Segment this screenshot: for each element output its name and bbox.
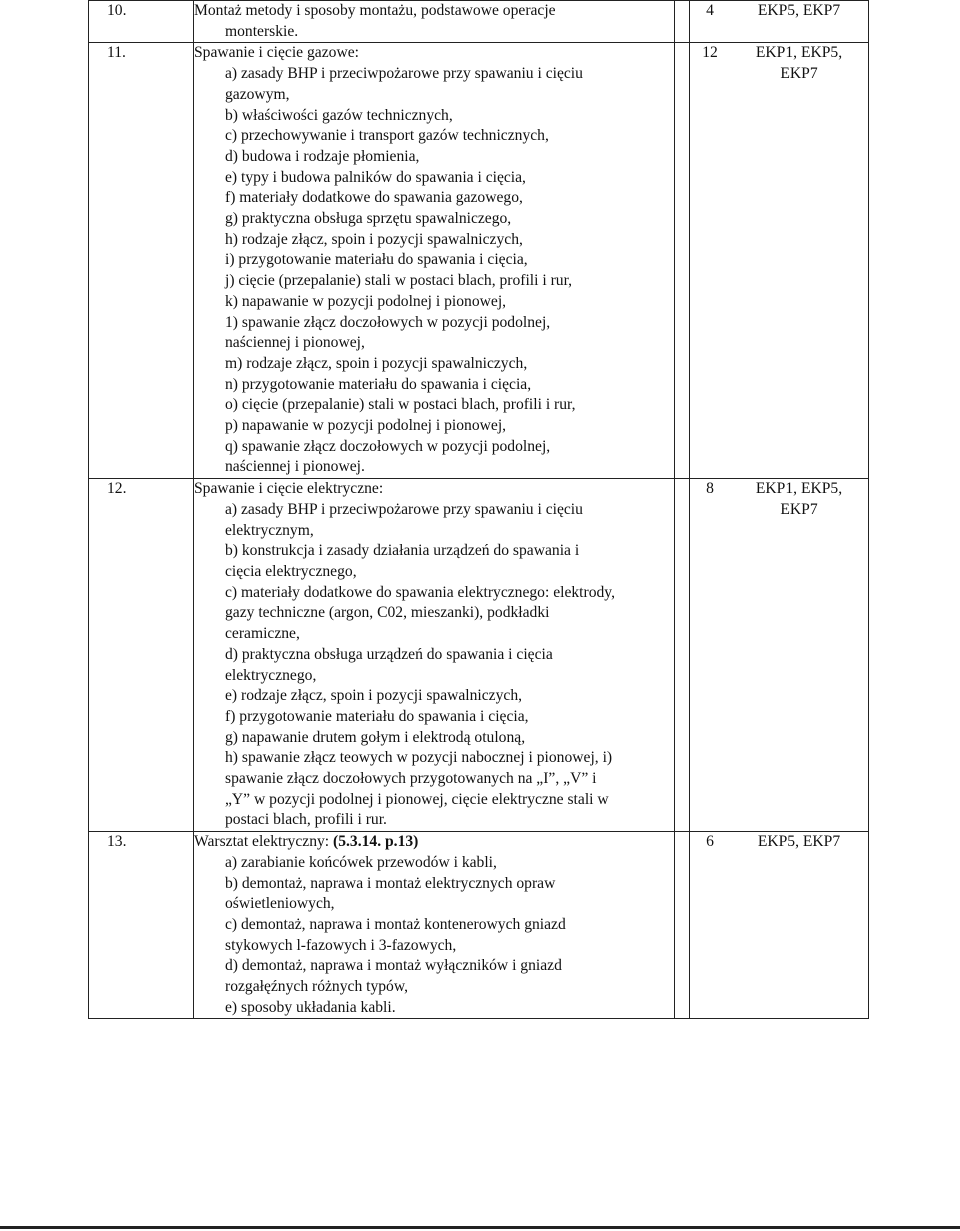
list-item: rozgałęźnych różnych typów, [225,978,409,996]
row-codes [730,1,869,43]
row-codes-line: EKP1, EKP5, [755,44,843,62]
row-number-text: 12. [107,480,127,498]
list-item: b) konstrukcja i zasady działania urządzeń do spawania i [225,542,580,560]
list-item: j) cięcie (przepalanie) stali w postaci blach, profili i rur, [225,272,573,290]
list-item: o) cięcie (przepalanie) stali w postaci blach, profili i rur, [225,396,576,414]
spacer-cell [675,43,690,479]
list-item: elektrycznego, [225,666,317,684]
list-item: a) zarabianie końcówek przewodów i kabli, [225,853,497,871]
row-title: Montaż metody i sposoby montażu, podstawowe operacje [194,2,556,19]
row-codes-line: EKP5, EKP7 [757,833,841,851]
row-codes [730,43,869,479]
row-content [194,832,675,1019]
list-item: spawanie złącz doczołowych przygotowanych na „I”, „V” i [225,770,597,788]
row-title-text: Warsztat elektryczny: [194,833,334,851]
list-item: d) demontaż, naprawa i montaż wyłączników i gniazd [225,957,562,975]
row-codes [730,479,869,832]
list-item: h) rodzaje złącz, spoin i pozycji spawalniczych, [225,230,523,248]
row-codes-line: EKP5, EKP7 [757,2,841,19]
list-item: p) napawanie w pozycji podolnej i pionowej, [225,417,507,435]
row-hours-text: 6 [706,833,714,851]
row-title: Spawanie i cięcie elektryczne: [194,480,384,498]
row-hours-text: 4 [706,2,714,19]
list-item: cięcia elektrycznego, [225,562,357,580]
page-bottom-rule [0,1226,960,1229]
list-item: naściennej i pionowej, [225,334,365,352]
list-item: gazy techniczne (argon, C02, mieszanki), podkładki [225,604,550,622]
row-hours [690,1,731,43]
row-title-reference: (5.3.14. p.13) [333,833,419,851]
list-item: d) budowa i rodzaje płomienia, [225,147,420,165]
spacer-cell [675,1,690,43]
list-item: „Y” w pozycji podolnej i pionowej, cięcie elektryczne stali w [225,790,609,808]
list-item: stykowych l-fazowych i 3-fazowych, [225,936,457,954]
list-item: postaci blach, profili i rur. [225,811,387,829]
list-item: q) spawanie złącz doczołowych w pozycji podolnej, [225,437,551,455]
row-hours [690,832,731,1019]
list-item: b) demontaż, naprawa i montaż elektrycznych opraw [225,874,556,892]
list-item: e) typy i budowa palników do spawania i cięcia, [225,168,526,186]
list-item: k) napawanie w pozycji podolnej i pionowej, [225,292,507,310]
list-item: d) praktyczna obsługa urządzeń do spawania i cięcia [225,645,553,663]
list-item: c) materiały dodatkowe do spawania elektrycznego: elektrody, [225,583,615,601]
list-item: c) demontaż, naprawa i montaż kontenerowych gniazd [225,915,566,933]
list-item: i) przygotowanie materiału do spawania i cięcia, [225,251,528,269]
row-title: Spawanie i cięcie gazowe: [194,44,359,62]
row-number-text: 10. [107,2,127,19]
row-number [89,479,194,832]
list-item: m) rodzaje złącz, spoin i pozycji spawalniczych, [225,354,528,372]
row-hours [690,43,731,479]
list-item: ceramiczne, [225,625,300,643]
list-item: gazowym, [225,85,290,103]
list-item: f) materiały dodatkowe do spawania gazowego, [225,189,523,207]
list-item: oświetleniowych, [225,895,335,913]
list-item: n) przygotowanie materiału do spawania i cięcia, [225,375,532,393]
row-content [194,1,675,43]
row-number [89,43,194,479]
row-number-text: 13. [107,833,127,851]
list-item: b) właściwości gazów technicznych, [225,106,453,124]
row-codes [730,832,869,1019]
list-item: h) spawanie złącz teowych w pozycji nabocznej i pionowej, i) [225,749,613,767]
list-item: naściennej i pionowej. [225,458,365,476]
row-hours-text: 8 [706,480,714,498]
list-item: a) zasady BHP i przeciwpożarowe przy spawaniu i cięciu [225,500,583,518]
table-row [89,832,869,1019]
row-codes-line: EKP7 [780,65,818,83]
table-row [89,1,869,43]
row-codes-line: EKP1, EKP5, [755,480,843,498]
row-content [194,479,675,832]
list-item: f) przygotowanie materiału do spawania i cięcia, [225,707,529,725]
row-number-text: 11. [107,44,126,62]
list-item: g) napawanie drutem gołym i elektrodą otuloną, [225,728,526,746]
row-codes-line: EKP7 [780,500,818,518]
list-item: e) sposoby układania kabli. [225,998,396,1016]
list-item: c) przechowywanie i transport gazów technicznych, [225,127,549,145]
row-title-continuation: monterskie. [225,22,299,40]
table-row [89,43,869,479]
row-hours [690,479,731,832]
row-title [194,832,674,853]
table-row [89,479,869,832]
spacer-cell [675,832,690,1019]
row-content [194,43,675,479]
row-number [89,1,194,43]
curriculum-table [88,0,869,1019]
list-item: 1) spawanie złącz doczołowych w pozycji podolnej, [225,313,551,331]
row-hours-text: 12 [702,44,718,62]
row-number [89,832,194,1019]
list-item: a) zasady BHP i przeciwpożarowe przy spawaniu i cięciu [225,65,583,83]
list-item: e) rodzaje złącz, spoin i pozycji spawalniczych, [225,687,523,705]
list-item: g) praktyczna obsługa sprzętu spawalniczego, [225,210,512,228]
spacer-cell [675,479,690,832]
list-item: elektrycznym, [225,521,314,539]
